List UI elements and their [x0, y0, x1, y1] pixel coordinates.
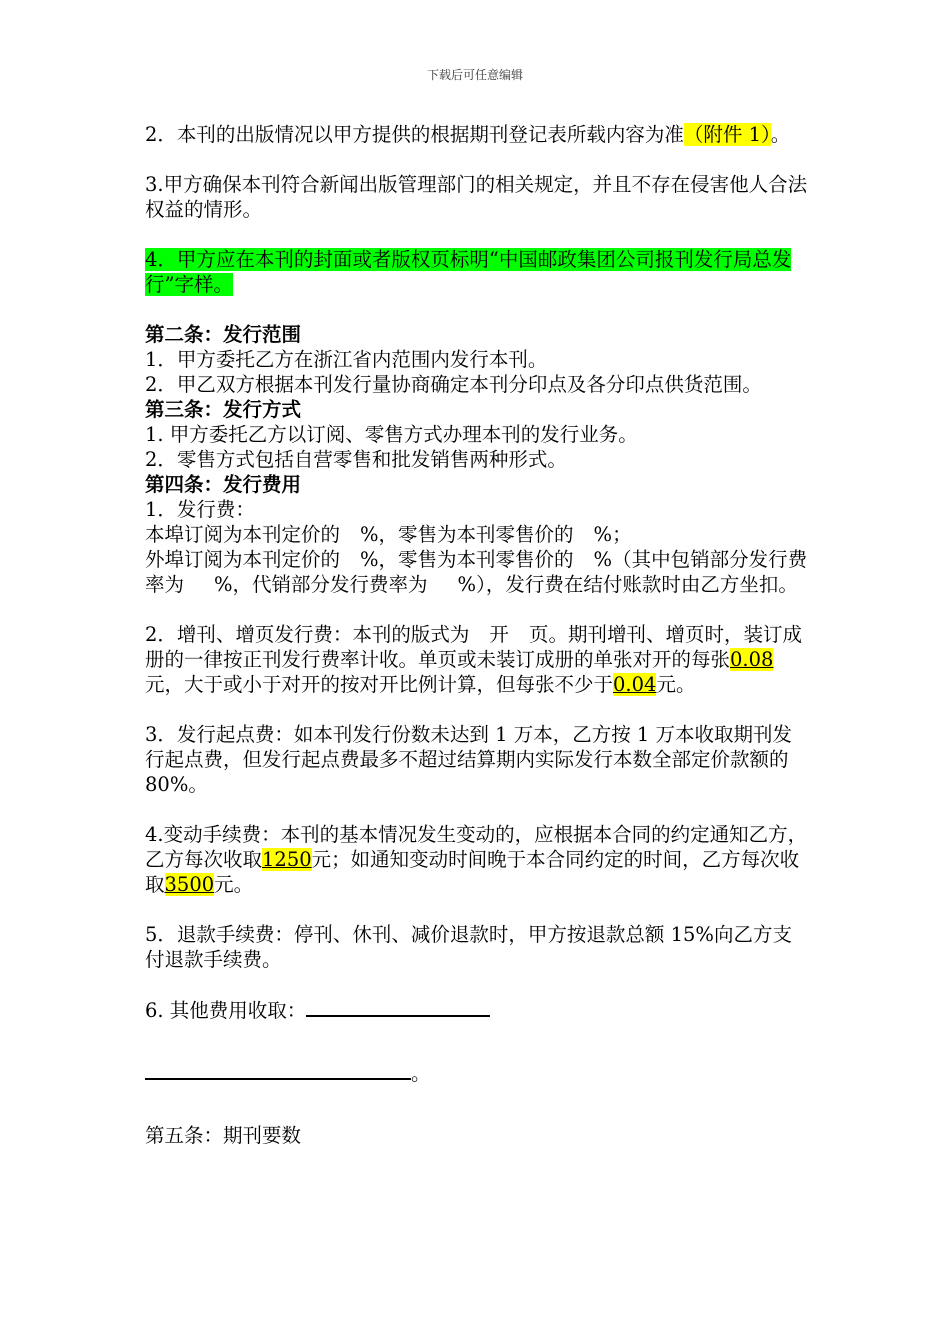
fee-supplement — [145, 622, 810, 697]
paragraph-publication — [145, 122, 810, 147]
value-change-fee: 1250 — [262, 848, 312, 871]
text: 开 — [489, 623, 509, 646]
highlight-attachment: （附件 1） — [683, 123, 771, 146]
text: 。 — [770, 123, 791, 146]
text: %，代销部分发行费率为 — [214, 573, 428, 596]
fee-change — [145, 822, 810, 897]
section-5-title: 第五条：期刊要数 — [145, 1124, 302, 1147]
fee-minimum: 3．发行起点费：如本刊发行份数未达到 1 万本，乙方按 1 万本收取期刊发行起点费，但发行起点费最多不超过结算期内实际发行本数全部定价款额的 80%。 — [145, 723, 793, 796]
text: %，零售为本刊零售价的 — [360, 548, 574, 571]
fee-other — [145, 997, 810, 1023]
value-per-sheet: 0.08 — [730, 648, 774, 671]
section-3-title: 第三条：发行方式 — [145, 398, 302, 421]
text: 4.变动手续费：本刊的基本情况发生变动的，应根据本合同的约定通知乙方，乙方每次收取 — [145, 823, 808, 871]
text: 2．增刊、增页发行费：本刊的版式为 — [145, 623, 470, 646]
section-2-item-1: 1．甲方委托乙方在浙江省内范围内发行本刊。 — [145, 348, 548, 371]
text: 本埠订阅为本刊定价的 — [145, 523, 341, 546]
paragraph-compliance: 3.甲方确保本刊符合新闻出版管理部门的相关规定，并且不存在侵害他人合法权益的情形。 — [145, 173, 808, 221]
fill-blank-line[interactable] — [306, 997, 490, 1017]
text: 元。 — [656, 673, 696, 696]
text: 元，大于或小于对开的按对开比例计算，但每张不少于 — [145, 673, 614, 696]
fee-other-continued — [145, 1060, 810, 1086]
fee-refund: 5．退款手续费：停刊、休刊、减价退款时，甲方按退款总额 15%向乙方支付退款手续费。 — [145, 923, 792, 971]
value-late-change-fee: 3500 — [164, 873, 215, 896]
page-header: 下载后可任意编辑 — [426, 68, 523, 82]
text: 6. 其他费用收取： — [145, 999, 307, 1022]
section-2-title: 第二条：发行范围 — [145, 323, 302, 346]
paragraph-cover-label — [145, 247, 810, 297]
section-3-item-2: 2．零售方式包括自营零售和批发销售两种形式。 — [145, 448, 567, 471]
highlight-cover-label: 4．甲方应在本刊的封面或者版权页标明“中国邮政集团公司报刊发行局总发行”字样。 — [145, 248, 792, 296]
fee-outside — [145, 547, 810, 597]
text: %，零售为本刊零售价的 — [360, 523, 574, 546]
text: 元。 — [214, 873, 254, 896]
fill-blank-line[interactable] — [145, 1060, 411, 1080]
text: 外埠订阅为本刊定价的 — [145, 548, 341, 571]
section-2-item-2: 2．甲乙双方根据本刊发行量协商确定本刊分印点及各分印点供货范围。 — [145, 373, 762, 396]
section-4-title: 第四条：发行费用 — [145, 473, 302, 496]
section-3-item-1: 1. 甲方委托乙方以订阅、零售方式办理本刊的发行业务。 — [145, 423, 638, 446]
text: 。 — [411, 1062, 431, 1085]
text: 元；如通知变动时间晚于本合同约定的时间，乙方每次收取 — [145, 848, 800, 896]
document-body — [145, 122, 810, 1148]
text: 2．本刊的出版情况以甲方提供的根据期刊登记表所载内容为准 — [145, 123, 684, 146]
value-min-per-sheet: 0.04 — [613, 673, 657, 696]
fee-local — [145, 522, 810, 547]
text: 页。期刊增刊、增页时，装订成册的一律按正刊发行费率计收。单页或未装订成册的单张对开的每张 — [145, 623, 802, 671]
text: %），发行费在结付账款时由乙方坐扣。 — [457, 573, 798, 596]
fee-title: 1．发行费： — [145, 498, 255, 521]
text: %（其中包销部分发行费率为 — [145, 548, 808, 596]
text: %； — [593, 523, 632, 546]
